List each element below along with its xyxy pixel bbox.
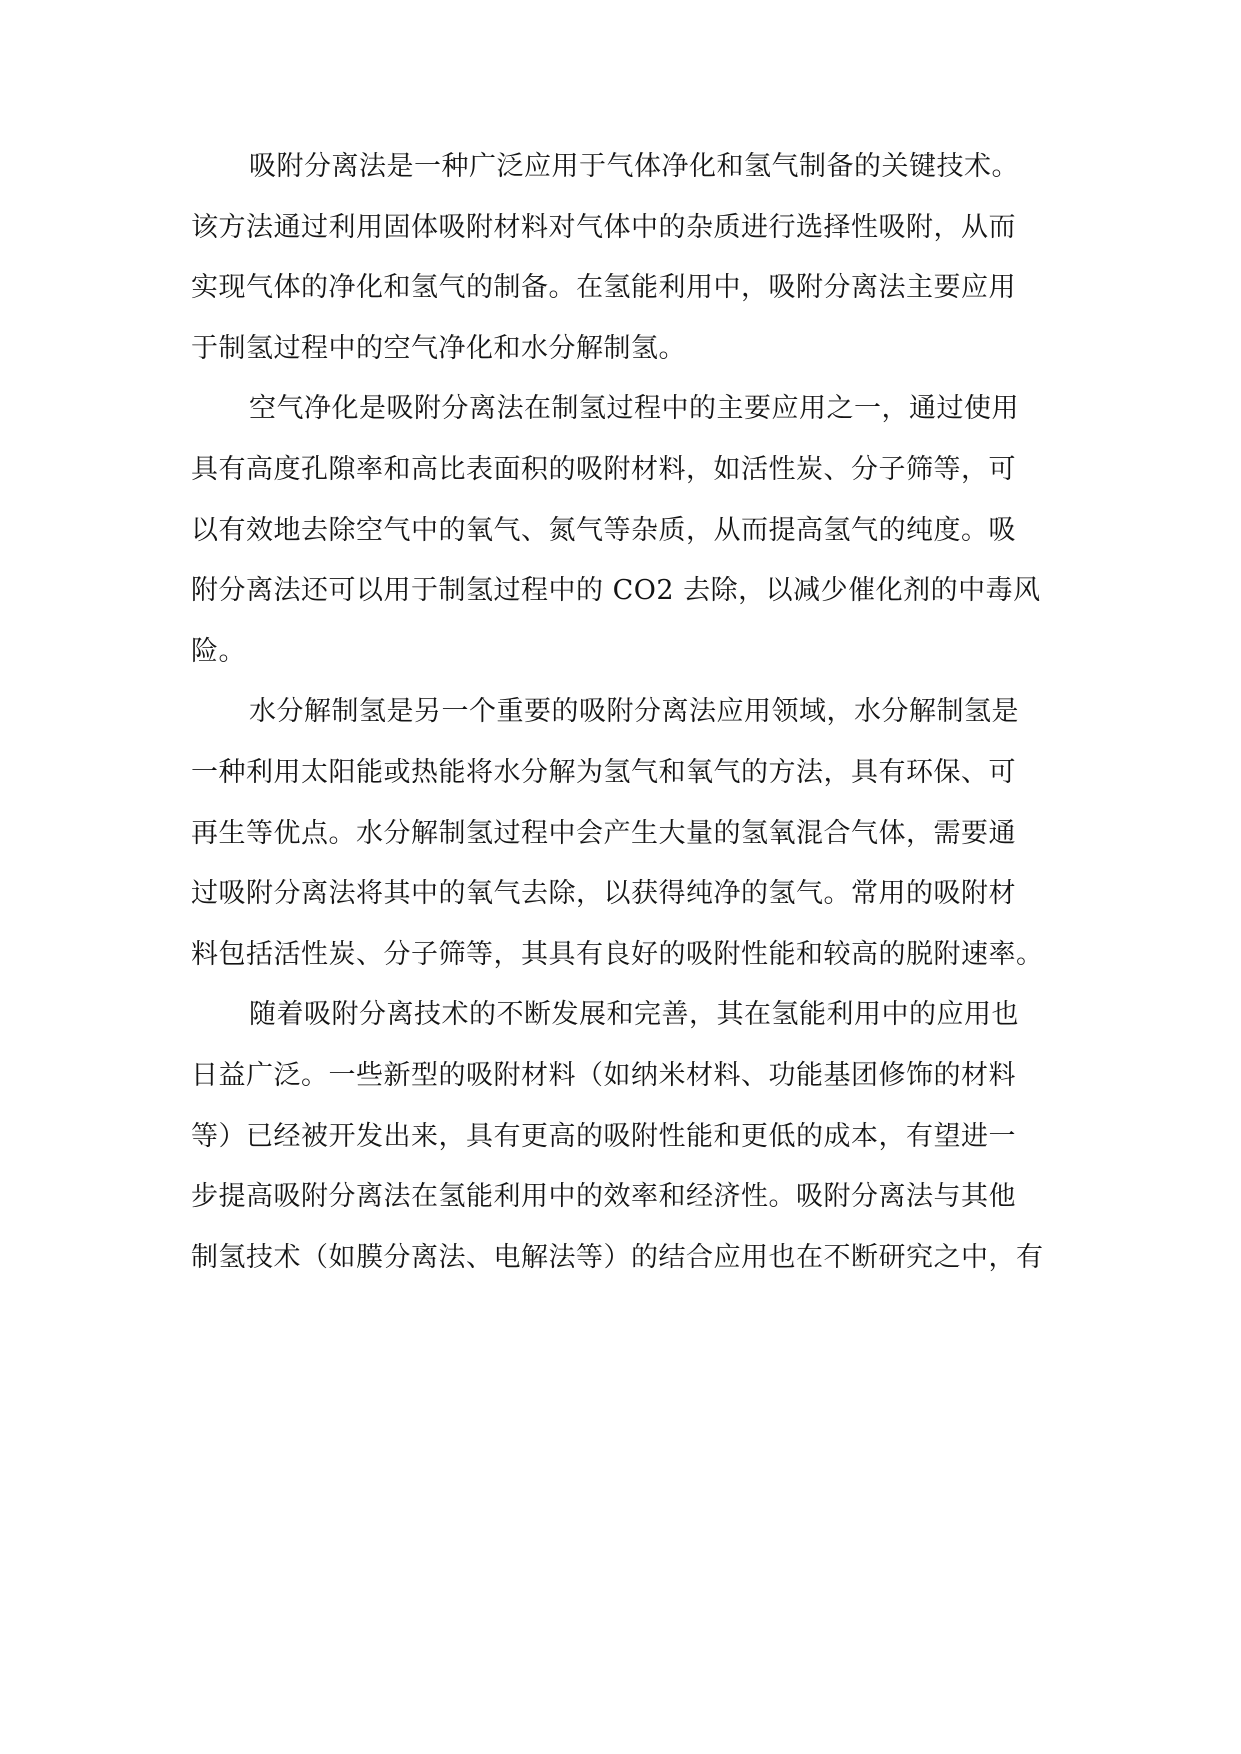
paragraph-2-line-5: 险。 xyxy=(191,635,246,667)
paragraph-1-line-2: 该方法通过利用固体吸附材料对气体中的杂质进行选择性吸附，从而 xyxy=(191,211,1016,243)
paragraph-4-line-1: 随着吸附分离技术的不断发展和完善，其在氢能利用中的应用也 xyxy=(249,999,1019,1031)
paragraph-2-line-4: 附分离法还可以用于制氢过程中的 CO2 去除，以减少催化剂的中毒风 xyxy=(191,575,1041,607)
paragraph-1-line-3: 实现气体的净化和氢气的制备。在氢能利用中，吸附分离法主要应用 xyxy=(191,272,1016,304)
paragraph-4-line-2: 日益广泛。一些新型的吸附材料（如纳米材料、功能基团修饰的材料 xyxy=(191,1059,1016,1091)
paragraph-4-line-5: 制氢技术（如膜分离法、电解法等）的结合应用也在不断研究之中，有 xyxy=(191,1241,1044,1273)
paragraph-3-line-1: 水分解制氢是另一个重要的吸附分离法应用领域，水分解制氢是 xyxy=(249,696,1019,728)
paragraph-2-line-1: 空气净化是吸附分离法在制氢过程中的主要应用之一，通过使用 xyxy=(249,393,1019,425)
paragraph-1-line-4: 于制氢过程中的空气净化和水分解制氢。 xyxy=(191,332,686,364)
paragraph-2-line-2: 具有高度孔隙率和高比表面积的吸附材料，如活性炭、分子筛等，可 xyxy=(191,453,1016,485)
paragraph-4-line-3: 等）已经被开发出来，具有更高的吸附性能和更低的成本，有望进一 xyxy=(191,1120,1016,1152)
paragraph-3-line-3: 再生等优点。水分解制氢过程中会产生大量的氢氧混合气体，需要通 xyxy=(191,817,1016,849)
paragraph-4-line-4: 步提高吸附分离法在氢能利用中的效率和经济性。吸附分离法与其他 xyxy=(191,1181,1016,1213)
paragraph-3-line-4: 过吸附分离法将其中的氧气去除，以获得纯净的氢气。常用的吸附材 xyxy=(191,878,1016,910)
paragraph-1-line-1: 吸附分离法是一种广泛应用于气体净化和氢气制备的关键技术。 xyxy=(249,151,1019,182)
paragraph-3-line-5: 料包括活性炭、分子筛等，其具有良好的吸附性能和较高的脱附速率。 xyxy=(191,938,1044,970)
paragraph-2-line-3: 以有效地去除空气中的氧气、氮气等杂质，从而提高氢气的纯度。吸 xyxy=(191,514,1016,546)
body-text xyxy=(191,137,1061,1587)
paragraph-3-line-2: 一种利用太阳能或热能将水分解为氢气和氧气的方法，具有环保、可 xyxy=(191,756,1016,788)
